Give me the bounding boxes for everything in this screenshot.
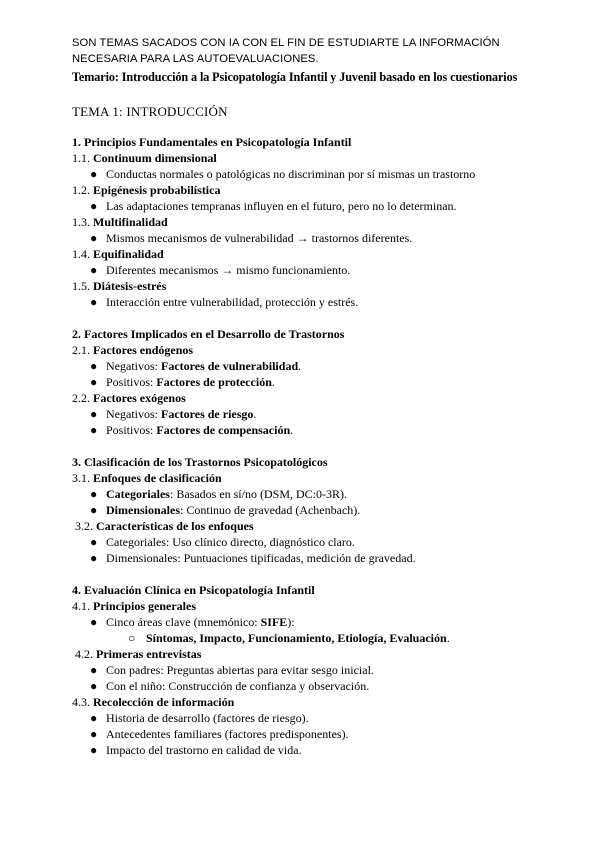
nested-list-item-suffix: . <box>446 631 450 645</box>
subsection-heading <box>72 182 552 198</box>
tema-heading-text: TEMA 1: INTRODUCCIÓN <box>72 104 228 119</box>
subsection-heading <box>72 598 552 614</box>
list-item <box>72 406 552 422</box>
subsection-heading <box>72 694 552 710</box>
subsection-number: 1.3. <box>72 215 90 229</box>
bullet-icon: ● <box>90 663 98 677</box>
subsection-label: Factores exógenos <box>93 391 186 405</box>
spacer <box>72 310 552 326</box>
list-item <box>72 486 552 502</box>
list-item-emphasis: SIFE <box>260 615 288 629</box>
list-item <box>72 262 552 278</box>
subsection-heading <box>72 150 552 166</box>
list-item-text: Antecedentes familiares (factores predisponentes). <box>106 727 349 741</box>
hollow-bullet-icon: ○ <box>128 631 136 645</box>
list-item-text: Diferentes mecanismos → mismo funcionamiento. <box>106 263 351 277</box>
bullet-icon: ● <box>90 199 98 213</box>
list-item <box>72 550 552 566</box>
subsection-label: Factores endógenos <box>93 343 194 357</box>
list-item <box>72 614 552 630</box>
bullet-icon: ● <box>90 535 98 549</box>
subsection-number: 1.2. <box>72 183 90 197</box>
subsection-label: Características de los enfoques <box>96 519 254 533</box>
tema-heading <box>72 104 228 120</box>
bullet-icon: ● <box>90 359 98 373</box>
bullet-icon: ● <box>90 375 98 389</box>
list-item-emphasis: Factores de compensación <box>156 423 291 437</box>
list-item-emphasis: Factores de protección <box>156 375 272 389</box>
subsection-heading <box>72 390 552 406</box>
subsection-number: 1.4. <box>72 247 90 261</box>
bullet-icon: ● <box>90 711 98 725</box>
nested-list-item <box>72 630 552 646</box>
subsection-heading <box>72 646 552 662</box>
subsection-number: 2.1. <box>72 343 90 357</box>
list-item-suffix: ): <box>287 615 295 629</box>
document-title: Temario: Introducción a la Psicopatología Infantil y Juvenil basado en los cuestionarios <box>72 70 518 84</box>
bullet-icon: ● <box>90 615 98 629</box>
bullet-icon: ● <box>90 231 98 245</box>
subsection-heading <box>72 470 552 486</box>
list-item <box>72 422 552 438</box>
subsection-label: Multifinalidad <box>93 215 168 229</box>
subsection-label: Diátesis-estrés <box>93 279 167 293</box>
subsection-number: 1.5. <box>72 279 90 293</box>
list-item-text: Con padres: Preguntas abiertas para evitar sesgo inicial. <box>106 663 374 677</box>
subsection-number: 4.1. <box>72 599 90 613</box>
list-item <box>72 710 552 726</box>
document-body <box>72 134 552 758</box>
list-item-emphasis: Factores de vulnerabilidad <box>161 359 299 373</box>
bullet-icon: ● <box>90 263 98 277</box>
bullet-icon: ● <box>90 487 98 501</box>
bullet-icon: ● <box>90 503 98 517</box>
bullet-icon: ● <box>90 743 98 757</box>
subsection-heading <box>72 518 552 534</box>
list-item-text: Negativos: <box>106 407 161 421</box>
list-item-suffix: . <box>271 375 275 389</box>
list-item <box>72 678 552 694</box>
list-item-text: Impacto del trastorno en calidad de vida. <box>106 743 302 757</box>
list-item <box>72 230 552 246</box>
subsection-heading <box>72 278 552 294</box>
list-item-emphasis: Dimensionales <box>106 503 181 517</box>
list-item-text: Positivos: <box>106 423 157 437</box>
subsection-label: Enfoques de clasificación <box>93 471 222 485</box>
subsection-heading <box>72 342 552 358</box>
spacer <box>72 566 552 582</box>
subsection-heading <box>72 246 552 262</box>
spacer <box>72 438 552 454</box>
subsection-number: 3.1. <box>72 471 90 485</box>
list-item-text: Mismos mecanismos de vulnerabilidad → trastornos diferentes. <box>106 231 413 245</box>
list-item <box>72 662 552 678</box>
bullet-icon: ● <box>90 727 98 741</box>
list-item-text: Negativos: <box>106 359 161 373</box>
list-item-text: Conductas normales o patológicas no discriminan por sí mismas un trastorno <box>106 167 476 181</box>
list-item <box>72 502 552 518</box>
list-item-text: Las adaptaciones tempranas influyen en el futuro, pero no lo determinan. <box>106 199 457 213</box>
list-item-text: : Continuo de gravedad (Achenbach). <box>180 503 361 517</box>
section-heading: 2. Factores Implicados en el Desarrollo de Trastornos <box>72 327 345 341</box>
subsection-number: 4.3. <box>72 695 90 709</box>
list-item-text: : Basados en sí/no (DSM, DC:0-3R). <box>169 487 347 501</box>
list-item <box>72 294 552 310</box>
subsection-number: 1.1. <box>72 151 90 165</box>
list-item <box>72 358 552 374</box>
subsection-label: Primeras entrevistas <box>96 647 202 661</box>
subsection-label: Recolección de información <box>93 695 235 709</box>
list-item <box>72 534 552 550</box>
list-item-emphasis: Factores de riesgo <box>161 407 254 421</box>
intro-note: SON TEMAS SACADOS CON IA CON EL FIN DE ESTUDIARTE LA INFORMACIÓN NECESARIA PARA LAS AUTOEVALUACIONES. <box>72 37 500 65</box>
subsection-number: 2.2. <box>72 391 90 405</box>
subsection-label: Continuum dimensional <box>93 151 217 165</box>
list-item-suffix: . <box>253 407 257 421</box>
nested-list-item-text: Síntomas, Impacto, Funcionamiento, Etiología, Evaluación <box>146 631 447 645</box>
subsection-label: Epigénesis probabilística <box>93 183 221 197</box>
bullet-icon: ● <box>90 167 98 181</box>
bullet-icon: ● <box>90 407 98 421</box>
list-item <box>72 742 552 758</box>
bullet-icon: ● <box>90 551 98 565</box>
list-item-text: Interacción entre vulnerabilidad, protección y estrés. <box>106 295 359 309</box>
list-item <box>72 198 552 214</box>
list-item-text: Dimensionales: Puntuaciones tipificadas, medición de gravedad. <box>106 551 416 565</box>
list-item-text: Con el niño: Construcción de confianza y observación. <box>106 679 370 693</box>
subsection-heading <box>72 214 552 230</box>
list-item-text: Positivos: <box>106 375 157 389</box>
section-heading: 4. Evaluación Clínica en Psicopatología Infantil <box>72 583 315 597</box>
list-item <box>72 374 552 390</box>
subsection-number: 4.2. <box>72 647 93 661</box>
list-item-text: Historia de desarrollo (factores de riesgo). <box>106 711 309 725</box>
section-heading: 3. Clasificación de los Trastornos Psicopatológicos <box>72 455 328 469</box>
bullet-icon: ● <box>90 679 98 693</box>
subsection-label: Principios generales <box>93 599 196 613</box>
list-item <box>72 726 552 742</box>
list-item-emphasis: Categoriales <box>106 487 170 501</box>
list-item <box>72 166 552 182</box>
list-item-text: Categoriales: Uso clínico directo, diagnóstico claro. <box>106 535 355 549</box>
bullet-icon: ● <box>90 295 98 309</box>
section-heading: 1. Principios Fundamentales en Psicopatología Infantil <box>72 135 352 149</box>
subsection-label: Equifinalidad <box>93 247 164 261</box>
list-item-suffix: . <box>298 359 302 373</box>
subsection-number: 3.2. <box>72 519 93 533</box>
list-item-suffix: . <box>290 423 294 437</box>
bullet-icon: ● <box>90 423 98 437</box>
list-item-text: Cinco áreas clave (mnemónico: <box>106 615 261 629</box>
